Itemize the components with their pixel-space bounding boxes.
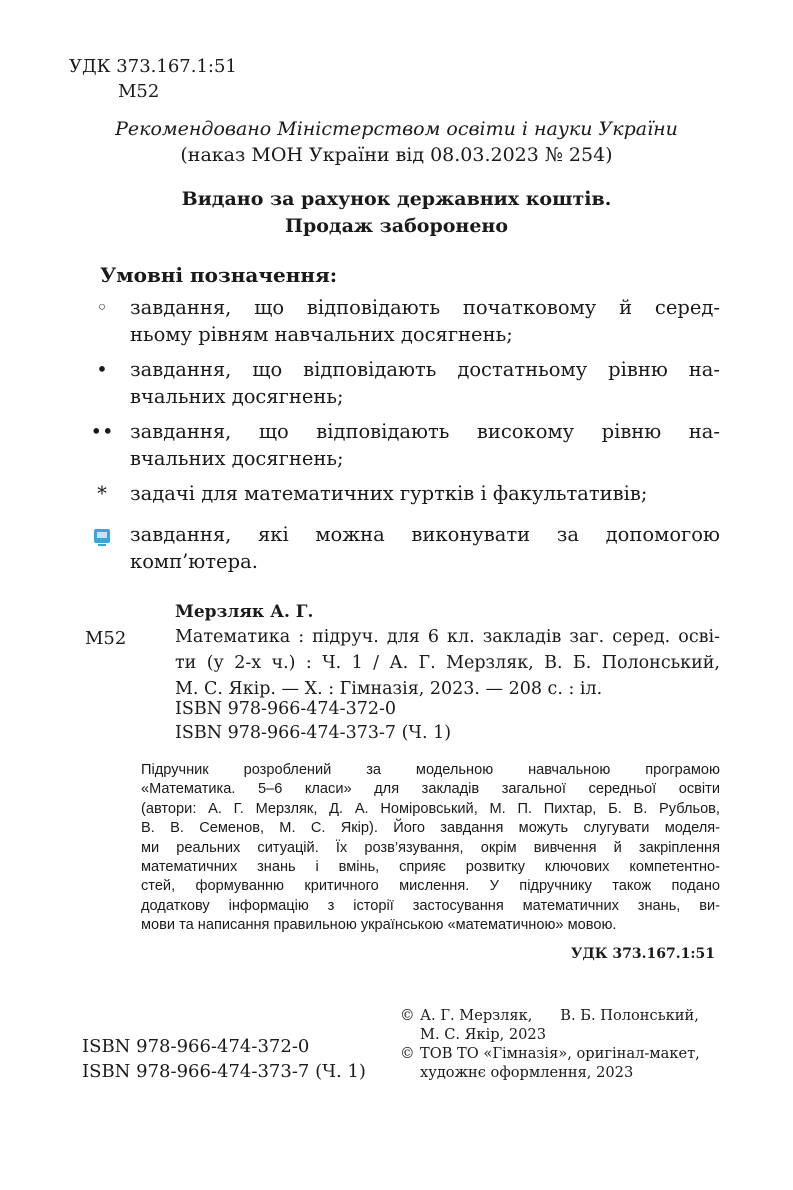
legend-text: завдання, що відповідають достатньому рівню на- (130, 358, 720, 381)
isbn-line: ISBN 978-966-474-373-7 (Ч. 1) (82, 1061, 366, 1082)
abstract-line: Підручник розроблений за модельною навчальною програмою (141, 762, 720, 778)
copyright-authors (400, 1006, 720, 1044)
abstract-line: додаткову інформацію з історії застосування математичних знань, ви- (141, 897, 720, 914)
book-abstract (141, 761, 720, 936)
author-index: М52 (118, 81, 160, 102)
copyright-symbol: © (400, 1007, 415, 1024)
copyright-text: М. С. Якір, 2023 (420, 1026, 546, 1043)
bib-line: ти (у 2-х ч.) : Ч. 1 / А. Г. Мерзляк, В. Б. Полонський, (175, 653, 720, 673)
isbn-line: ISBN 978-966-474-372-0 (175, 699, 397, 719)
funding-line: Видано за рахунок державних коштів. (181, 188, 612, 210)
copyright-block (400, 1006, 720, 1082)
card-author: Мерзляк А. Г. (175, 602, 314, 622)
card-isbn (175, 697, 451, 745)
legend-text: завдання, які можна виконувати за допомогою (130, 523, 720, 546)
asterisk-icon: * (97, 482, 107, 505)
bibliographic-description (175, 624, 720, 702)
funding-notice (0, 186, 793, 240)
ministry-recommendation (0, 116, 793, 168)
double-bullet-icon: •• (90, 420, 114, 443)
hollow-circle-icon: ◦ (96, 296, 108, 319)
copyright-text: А. Г. Мерзляк, В. Б. Полонський, (420, 1007, 699, 1024)
legend-text: задачі для математичних гуртків і факультативів; (130, 482, 648, 505)
bib-line: М. С. Якір. — Х. : Гімназія, 2023. — 208 с. : іл. (175, 679, 603, 699)
isbn-line: ISBN 978-966-474-373-7 (Ч. 1) (175, 723, 452, 743)
order-reference: (наказ МОН України від 08.03.2023 № 254) (180, 144, 613, 166)
legend-text: ньому рівням навчальних досягнень; (130, 323, 513, 346)
abstract-line: «Математика. 5–6 класи» для закладів загальної середньої освіти (141, 781, 720, 798)
abstract-line: мови та написання правильною українською «математичною» мовою. (141, 917, 617, 934)
legend-title: Умовні позначення: (100, 263, 338, 287)
legend-text: комп’ютера. (130, 550, 258, 573)
abstract-line: математичних знань і вмінь, сприяє розвитку ключових компетентно- (141, 859, 720, 876)
legend-text: завдання, що відповідають високому рівню на- (130, 420, 720, 443)
abstract-line: В. В. Семенов, М. С. Якір). Його завдання можуть слугувати моделя- (141, 820, 720, 837)
bib-line: Математика : підруч. для 6 кл. закладів заг. серед. осві- (175, 627, 720, 647)
footer-isbn (82, 1034, 366, 1084)
copyright-symbol: © (400, 1045, 415, 1062)
abstract-line: ми реальних ситуацій. Їх розв’язування, окрім вивчення й закріплення (141, 839, 720, 856)
legend-text: вчальних досягнень; (130, 385, 344, 408)
card-index: М52 (85, 628, 127, 649)
udk-code: УДК 373.167.1:51 (69, 56, 237, 77)
sale-prohibited: Продаж заборонено (285, 215, 508, 237)
abstract-line: стей, формуванню критичного мислення. У підручнику також подано (141, 878, 720, 895)
legend-text: завдання, що відповідають початковому й серед- (130, 296, 720, 319)
copyright-publisher (400, 1044, 720, 1082)
card-udk: УДК 373.167.1:51 (570, 946, 715, 962)
recommendation-line: Рекомендовано Міністерством освіти і науки України (115, 118, 678, 140)
copyright-text: ТОВ ТО «Гімназія», оригінал-макет, (420, 1045, 700, 1062)
copyright-text: художнє оформлення, 2023 (420, 1064, 634, 1081)
legend-text: вчальних досягнень; (130, 447, 344, 470)
computer-icon (94, 529, 110, 543)
abstract-line: (автори: А. Г. Мерзляк, Д. А. Номіровський, М. П. Пихтар, Б. В. Рубльов, (141, 800, 720, 817)
bullet-icon: • (96, 358, 108, 381)
isbn-line: ISBN 978-966-474-372-0 (82, 1036, 310, 1057)
